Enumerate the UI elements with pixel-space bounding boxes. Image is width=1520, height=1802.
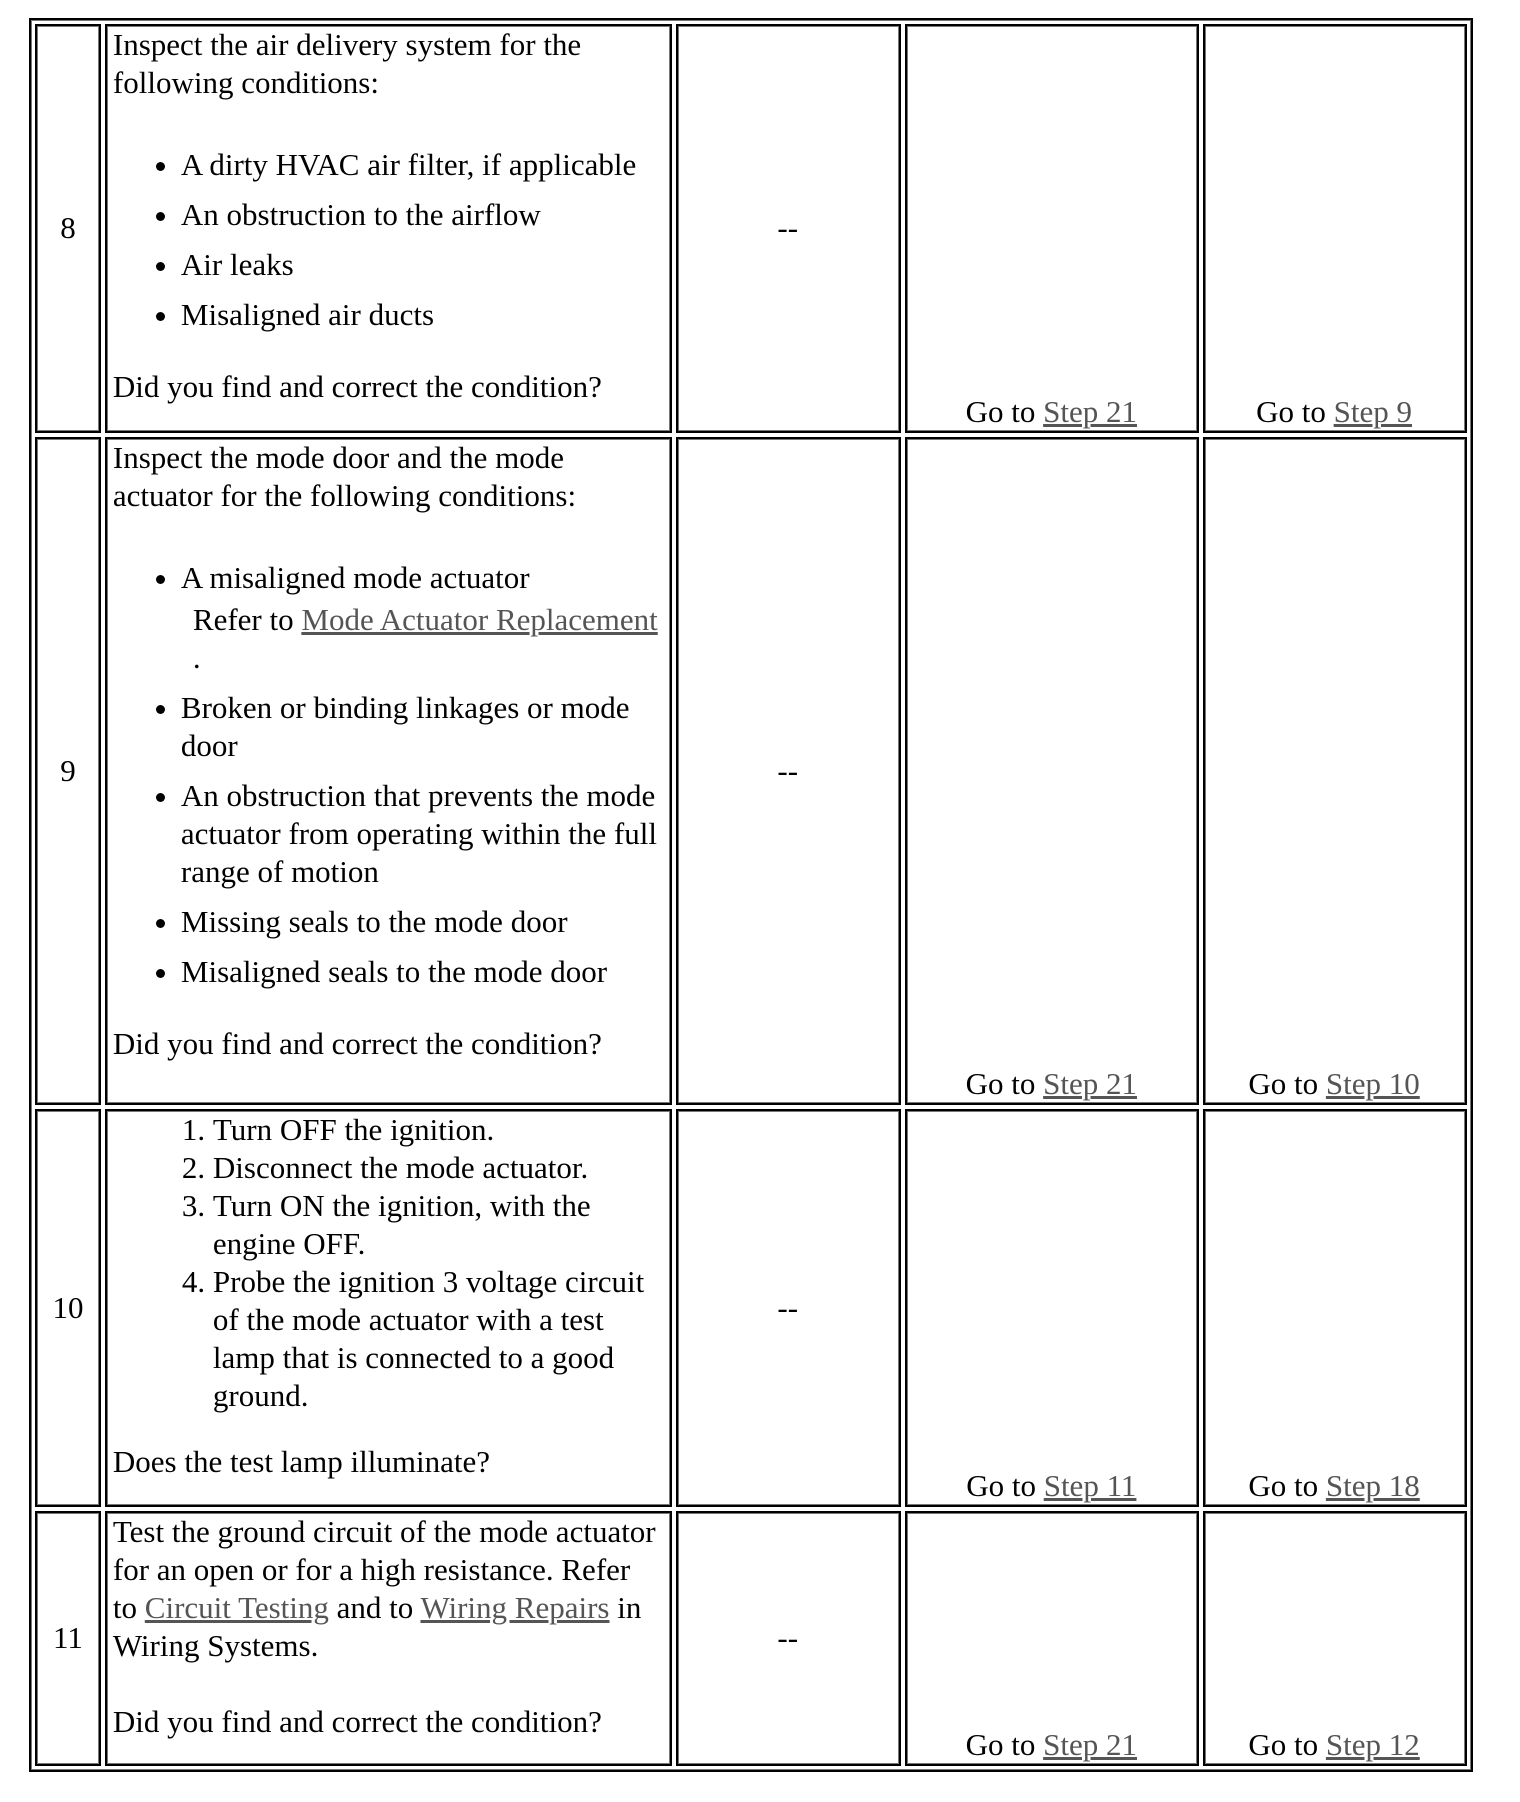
action-cell [105, 437, 672, 1105]
diagnostic-table [29, 18, 1473, 1772]
step-link[interactable]: Step 12 [1325, 1727, 1420, 1762]
table-row-step-11 [35, 1511, 1467, 1766]
list-item: 2. Disconnect the mode actuator. [213, 1149, 662, 1187]
ref-prefix: Refer to [192, 601, 294, 637]
step-link[interactable]: Step 18 [1325, 1467, 1420, 1503]
yes-cell [905, 1511, 1199, 1766]
step-number: 10 [35, 1109, 101, 1507]
step-link[interactable]: Step 21 [1043, 393, 1137, 429]
action-question: Did you find and correct the condition? [112, 369, 602, 404]
action-question: Does the test lamp illuminate? [112, 1443, 490, 1479]
goto-prefix: Go to [965, 1065, 1036, 1101]
action-text [113, 1513, 662, 1665]
table-row-step-9 [35, 437, 1467, 1105]
condition-list [113, 559, 662, 991]
procedure-list [113, 1111, 662, 1415]
table-row-step-10 [35, 1109, 1467, 1507]
action-question: Did you find and correct the condition? [112, 1703, 602, 1739]
step-link[interactable]: Step 10 [1325, 1065, 1420, 1101]
mode-actuator-replacement-link[interactable]: Mode Actuator Replacement [301, 601, 658, 637]
value-cell: -- [676, 1109, 901, 1507]
list-item: • Air leaks [181, 246, 662, 284]
reference-note [181, 601, 662, 677]
list-item: 1. Turn OFF the ignition. [213, 1111, 662, 1149]
action-cell [105, 1109, 672, 1507]
list-item: 3. Turn ON the ignition, with the engine OFF. [213, 1187, 662, 1263]
action-intro: Inspect the air delivery system for the following conditions: [112, 27, 582, 100]
action-intro: Inspect the mode door and the mode actuator for the following conditions: [112, 439, 577, 513]
step-number: 8 [35, 24, 101, 433]
goto-prefix: Go to [965, 393, 1036, 429]
action-cell [105, 24, 672, 433]
text-part: and to [336, 1589, 414, 1625]
goto-prefix: Go to [1256, 393, 1326, 429]
circuit-testing-link[interactable]: Circuit Testing [144, 1589, 329, 1625]
list-item [181, 559, 662, 677]
yes-cell [905, 24, 1199, 433]
list-item: 4. Probe the ignition 3 voltage circuit of the mode actuator with a test lamp that is connected to a good ground. [213, 1263, 662, 1415]
ref-suffix: . [192, 639, 201, 675]
goto-prefix: Go to [1248, 1467, 1319, 1503]
value-cell: -- [676, 1511, 901, 1766]
text-part: Test the ground circuit of the mode actuator for an open or for a high resistance. Refer to [112, 1513, 656, 1625]
bullet-text: A misaligned mode actuator [180, 559, 530, 595]
list-item: • An obstruction that prevents the mode actuator from operating within the full range of motion [181, 777, 662, 891]
value-cell: -- [676, 437, 901, 1105]
no-cell [1203, 24, 1467, 433]
step-link[interactable]: Step 21 [1043, 1727, 1137, 1762]
list-item: • Misaligned air ducts [181, 296, 662, 334]
action-question: Did you find and correct the condition? [112, 1025, 602, 1061]
step-link[interactable]: Step 21 [1043, 1065, 1137, 1101]
condition-list [113, 146, 662, 334]
wiring-repairs-link[interactable]: Wiring Repairs [420, 1589, 610, 1625]
list-item: • Broken or binding linkages or mode door [181, 689, 662, 765]
step-link[interactable]: Step 11 [1043, 1467, 1137, 1503]
step-number: 9 [35, 437, 101, 1105]
list-item: • Missing seals to the mode door [181, 903, 662, 941]
yes-cell [905, 1109, 1199, 1507]
step-number: 11 [35, 1511, 101, 1766]
step-link[interactable]: Step 9 [1333, 393, 1413, 429]
list-item: • A dirty HVAC air filter, if applicable [181, 146, 662, 184]
yes-cell [905, 437, 1199, 1105]
value-cell: -- [676, 24, 901, 433]
goto-prefix: Go to [1248, 1065, 1319, 1101]
goto-prefix: Go to [966, 1467, 1036, 1503]
list-item: • Misaligned seals to the mode door [181, 953, 662, 991]
no-cell [1203, 437, 1467, 1105]
text-part: in Wiring Systems. [112, 1589, 642, 1663]
goto-prefix: Go to [965, 1727, 1036, 1762]
action-cell [105, 1511, 672, 1766]
table-row-step-8 [35, 24, 1467, 433]
list-item: • An obstruction to the airflow [181, 196, 662, 234]
goto-prefix: Go to [1248, 1727, 1319, 1762]
no-cell [1203, 1109, 1467, 1507]
no-cell [1203, 1511, 1467, 1766]
